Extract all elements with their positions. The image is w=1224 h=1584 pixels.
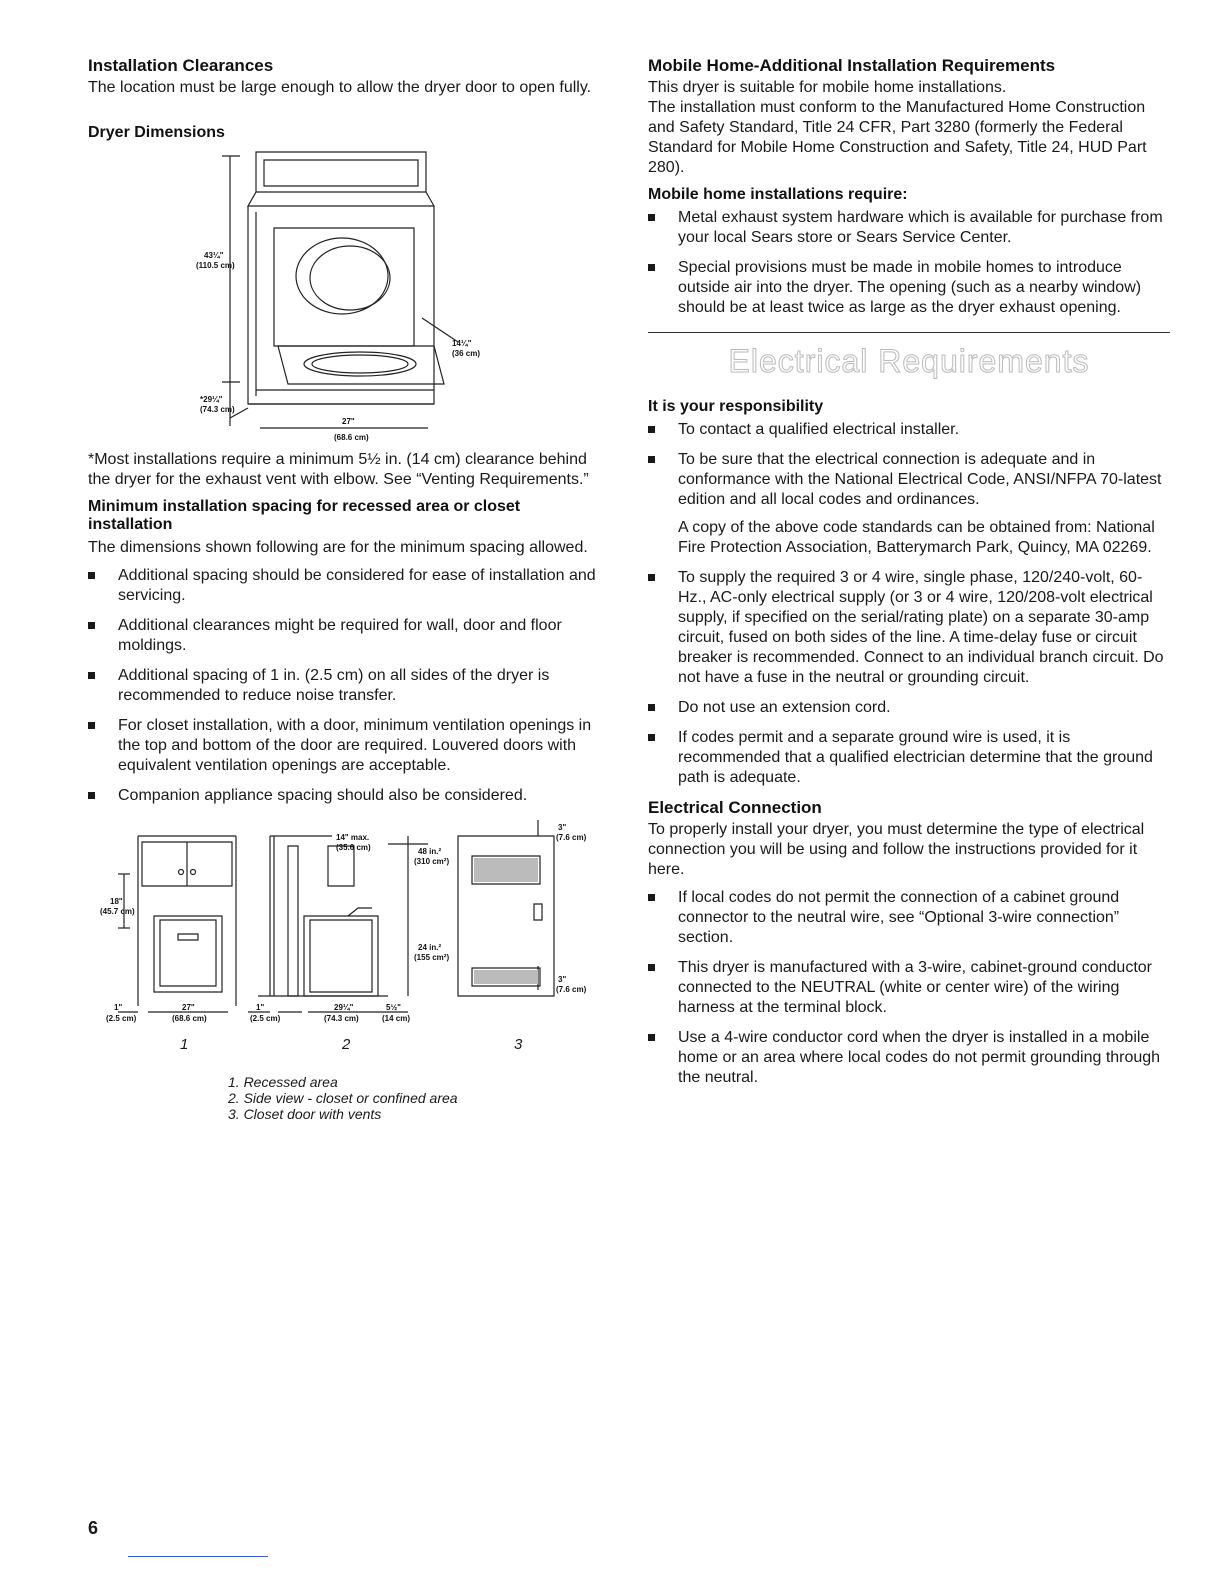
lbl-d-5-cm: (14 cm) bbox=[382, 1014, 411, 1023]
lbl-top-18: 18" bbox=[110, 897, 123, 906]
lbl-top-18-cm: (45.7 cm) bbox=[100, 907, 135, 916]
bullet-icon bbox=[88, 722, 95, 729]
connection-heading: Electrical Connection bbox=[648, 798, 822, 817]
mobile-subheading: Mobile home installations require: bbox=[648, 186, 908, 203]
caption: 2. Side view - closet or confined area bbox=[228, 1090, 458, 1106]
spacing-diagram bbox=[88, 816, 608, 1036]
list-item: Additional spacing should be considered for ease of installation and servicing. bbox=[88, 566, 608, 606]
dryer-dimensions-heading: Dryer Dimensions bbox=[88, 124, 225, 141]
figure-number: 3 bbox=[514, 1036, 523, 1053]
list-item: To contact a qualified electrical installer. bbox=[648, 420, 1170, 440]
bullet-icon bbox=[648, 894, 655, 901]
dim-depth-cm: (74.3 cm) bbox=[200, 405, 235, 414]
lbl-max-14-cm: (35.6 cm) bbox=[336, 843, 371, 852]
clearance-note: *Most installations require a minimum 5½ in. (14 cm) clearance behind the dryer for the exhaust vent with elbow. See “Venting Requirements.” bbox=[88, 451, 589, 488]
responsibility-list bbox=[648, 420, 1170, 788]
dim-height-cm: (110.5 cm) bbox=[196, 261, 235, 270]
responsibility-heading: It is your responsibility bbox=[648, 398, 824, 415]
right-column bbox=[648, 56, 1170, 1098]
footer-link-line bbox=[128, 1556, 268, 1557]
min-spacing-text: The dimensions shown following are for the minimum spacing allowed. bbox=[88, 539, 588, 556]
dim-door-cm: (36 cm) bbox=[452, 349, 481, 358]
list-item: Do not use an extension cord. bbox=[648, 698, 1170, 718]
lbl-side-1: 1" bbox=[256, 1003, 265, 1012]
dim-door: 14¼" bbox=[452, 339, 472, 348]
lbl-vent-24-cm: (155 cm²) bbox=[414, 953, 450, 962]
list-item: Companion appliance spacing should also be considered. bbox=[88, 786, 608, 806]
dryer-dimensions-diagram bbox=[88, 146, 508, 446]
bullet-icon bbox=[648, 1034, 655, 1041]
figure-number: 1 bbox=[180, 1036, 189, 1053]
caption: 1. Recessed area bbox=[228, 1074, 338, 1090]
lbl-vent-24: 24 in.² bbox=[418, 943, 442, 952]
bullet-icon bbox=[648, 456, 655, 463]
min-spacing-list bbox=[88, 566, 608, 806]
lbl-gap-3-top: 3" bbox=[558, 823, 567, 832]
left-column bbox=[88, 56, 608, 1122]
lbl-d-29-cm: (74.3 cm) bbox=[324, 1014, 359, 1023]
min-spacing-heading: Minimum installation spacing for recessed area or closet installation bbox=[88, 498, 521, 533]
bullet-icon bbox=[648, 574, 655, 581]
list-item: Additional clearances might be required for wall, door and floor moldings. bbox=[88, 616, 608, 656]
list-item: To be sure that the electrical connection is adequate and in conformance with the National Electrical Code, ANSI/NFPA 70-latest edition and all local codes and ordinances. A copy of the above code standards can be obtained from: National Fire Protection Association, Batterymarch Park, Quincy, MA 02269. bbox=[648, 450, 1170, 558]
bullet-icon bbox=[648, 264, 655, 271]
figure-numbers bbox=[88, 1036, 608, 1056]
dim-height: 43¼" bbox=[204, 251, 224, 260]
list-item: Additional spacing of 1 in. (2.5 cm) on all sides of the dryer is recommended to reduce noise transfer. bbox=[88, 666, 608, 706]
list-item: This dryer is manufactured with a 3-wire, cabinet-ground conductor connected to the NEUTRAL (white or center wire) of the wiring harness at the terminal block. bbox=[648, 958, 1170, 1018]
mobile-heading: Mobile Home-Additional Installation Requirements bbox=[648, 56, 1056, 75]
dim-depth: *29¼" bbox=[200, 395, 223, 404]
bullet-icon bbox=[88, 672, 95, 679]
list-item: For closet installation, with a door, minimum ventilation openings in the top and bottom of the door are required. Louvered doors with equivalent ventilation openings are acceptable. bbox=[88, 716, 608, 776]
lbl-gap-3-top-cm: (7.6 cm) bbox=[556, 833, 587, 842]
connection-text: To properly install your dryer, you must determine the type of electrical connection you will be using and follow the instructions provided for it here. bbox=[648, 821, 1145, 878]
section-title: Electrical Requirements bbox=[728, 343, 1090, 379]
lbl-gap-1-cm: (2.5 cm) bbox=[106, 1014, 137, 1023]
lbl-vent-48: 48 in.² bbox=[418, 847, 442, 856]
section-divider bbox=[648, 332, 1170, 333]
caption: 3. Closet door with vents bbox=[228, 1106, 382, 1122]
bullet-icon bbox=[648, 964, 655, 971]
list-item: Metal exhaust system hardware which is available for purchase from your local Sears store or Sears Service Center. bbox=[648, 208, 1170, 248]
lbl-max-14: 14" max. bbox=[336, 833, 370, 842]
list-item: To supply the required 3 or 4 wire, single phase, 120/240-volt, 60-Hz., AC-only electrical supply (or 3 or 4 wire, 120/208-volt electrical supply, if specified on the serial/rating plate) on a separate 30-amp circuit, fused on both sides of the line. A time-delay fuse or circuit breaker is recommended. Connect to an individual branch circuit. Do not have a fuse in the neutral or grounding circuit. bbox=[648, 568, 1170, 688]
bullet-icon bbox=[88, 792, 95, 799]
lbl-gap-3-bot-cm: (7.6 cm) bbox=[556, 985, 587, 994]
clearances-text: The location must be large enough to allow the dryer door to open fully. bbox=[88, 79, 592, 96]
figure-captions bbox=[228, 1074, 608, 1122]
lbl-side-1-cm: (2.5 cm) bbox=[250, 1014, 281, 1023]
mobile-list bbox=[648, 208, 1170, 318]
bullet-icon bbox=[648, 426, 655, 433]
list-item: If local codes do not permit the connection of a cabinet ground connector to the neutral wire, see “Optional 3-wire connection” section. bbox=[648, 888, 1170, 948]
dim-width: 27" bbox=[342, 417, 355, 426]
dim-width-cm: (68.6 cm) bbox=[334, 433, 369, 442]
code-copy-note: A copy of the above code standards can be obtained from: National Fire Protection Association, Batterymarch Park, Quincy, MA 02269. bbox=[678, 519, 1155, 556]
lbl-d-5: 5½" bbox=[386, 1003, 401, 1012]
bullet-icon bbox=[88, 622, 95, 629]
bullet-icon bbox=[648, 704, 655, 711]
bullet-icon bbox=[648, 214, 655, 221]
clearances-heading: Installation Clearances bbox=[88, 56, 274, 75]
mobile-text-1: This dryer is suitable for mobile home installations. bbox=[648, 79, 1007, 96]
connection-list bbox=[648, 888, 1170, 1088]
mobile-text-2: The installation must conform to the Manufactured Home Construction and Safety Standard, Title 24 CFR, Part 3280 (formerly the Federal Standard for Mobile Home Construction and Safety, Title 24, HUD Part 280). bbox=[648, 99, 1147, 176]
lbl-vent-48-cm: (310 cm²) bbox=[414, 857, 450, 866]
lbl-w-27: 27" bbox=[182, 1003, 195, 1012]
bullet-icon bbox=[88, 572, 95, 579]
page-number: 6 bbox=[88, 1518, 99, 1538]
list-item: Special provisions must be made in mobile homes to introduce outside air into the dryer. The opening (such as a nearby window) should be at least twice as large as the dryer exhaust opening. bbox=[648, 258, 1170, 318]
lbl-w-27-cm: (68.6 cm) bbox=[172, 1014, 207, 1023]
lbl-gap-3-bot: 3" bbox=[558, 975, 567, 984]
lbl-d-29: 29¼" bbox=[334, 1003, 354, 1012]
list-item: If codes permit and a separate ground wire is used, it is recommended that a qualified electrician determine that the ground path is adequate. bbox=[648, 728, 1170, 788]
lbl-gap-1: 1" bbox=[114, 1003, 123, 1012]
bullet-icon bbox=[648, 734, 655, 741]
figure-number: 2 bbox=[342, 1036, 351, 1053]
list-item: Use a 4-wire conductor cord when the dryer is installed in a mobile home or an area where local codes do not permit grounding through the neutral. bbox=[648, 1028, 1170, 1088]
